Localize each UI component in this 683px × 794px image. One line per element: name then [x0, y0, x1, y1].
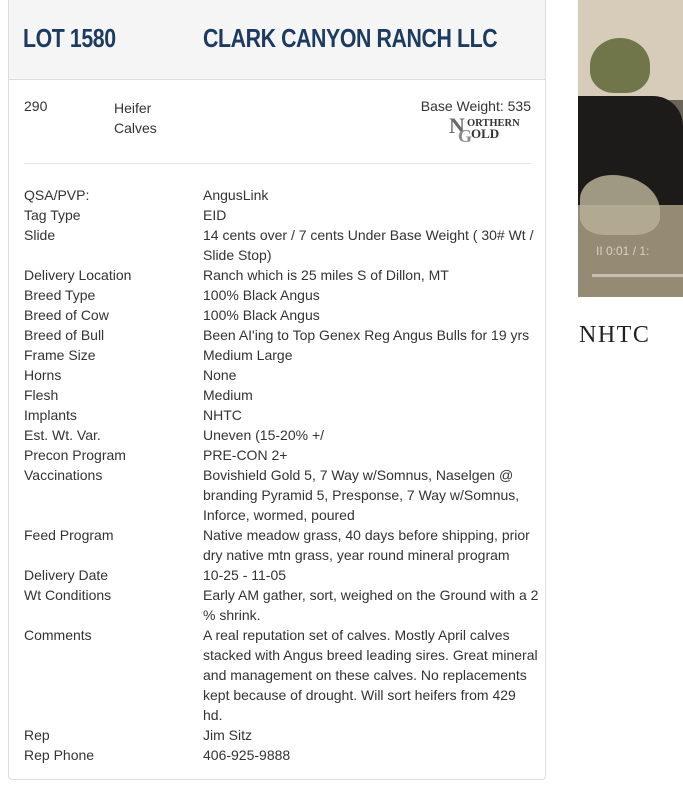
video-time-display[interactable]: II 0:01 / 1:	[596, 244, 650, 258]
detail-label: Horns	[24, 367, 62, 383]
video-progress-bar[interactable]	[592, 274, 683, 277]
detail-value: None	[203, 367, 237, 383]
consignor-name: CLARK CANYON RANCH LLC	[203, 23, 498, 53]
detail-value: Medium Large	[203, 347, 293, 363]
detail-label: Comments	[24, 627, 92, 643]
detail-label: Implants	[24, 407, 77, 423]
detail-label: Rep Phone	[24, 747, 95, 763]
detail-value: Uneven (15-20% +/	[203, 427, 325, 443]
detail-value: PRE-CON 2+	[203, 447, 288, 463]
implant-label: NHTC	[579, 322, 651, 348]
detail-value: 100% Black Angus	[203, 287, 320, 303]
detail-label: Breed Type	[24, 287, 96, 303]
detail-value: Medium	[203, 387, 253, 403]
detail-row	[24, 325, 539, 345]
detail-row	[24, 225, 539, 265]
base-weight: Base Weight: 535	[420, 98, 531, 114]
detail-label: QSA/PVP:	[24, 187, 90, 203]
detail-label: Breed of Bull	[24, 327, 105, 343]
detail-label: Precon Program	[24, 447, 126, 463]
detail-value: Ranch which is 25 miles S of Dillon, MT	[203, 267, 449, 283]
svg-text:ORTHERN: ORTHERN	[467, 118, 520, 129]
detail-label: Delivery Location	[24, 267, 132, 283]
detail-label: Rep	[24, 727, 50, 743]
lot-video[interactable]	[578, 0, 683, 297]
detail-value: 14 cents over / 7 cents Under Base Weight ( 30# Wt / Slide Stop)	[203, 227, 534, 263]
detail-row	[24, 285, 539, 305]
detail-label: Tag Type	[24, 207, 81, 223]
detail-row	[24, 725, 539, 745]
detail-label: Delivery Date	[24, 567, 109, 583]
detail-row	[24, 385, 539, 405]
detail-value: A real reputation set of calves. Mostly April calves stacked with Angus breed leading sires. Great mineral and management on these calves. No replacements kept because of drought. Will sort heifers from 429 hd.	[203, 627, 538, 723]
detail-value: Been AI'ing to Top Genex Reg Angus Bulls for 19 yrs	[203, 327, 530, 343]
svg-text:G: G	[458, 126, 473, 143]
detail-row	[24, 405, 539, 425]
lot-details	[24, 185, 539, 765]
detail-label: Est. Wt. Var.	[24, 427, 101, 443]
lot-header	[9, 0, 545, 80]
detail-value: Early AM gather, sort, weighed on the Ground with a 2 % shrink.	[203, 587, 539, 623]
detail-value: 100% Black Angus	[203, 307, 320, 323]
video-frame-tree	[590, 38, 650, 93]
detail-value: AngusLink	[203, 187, 269, 203]
detail-label: Vaccinations	[24, 467, 103, 483]
detail-row	[24, 625, 539, 725]
detail-row	[24, 445, 539, 465]
detail-row	[24, 745, 539, 765]
detail-value: 406-925-9888	[203, 747, 291, 763]
detail-row	[24, 265, 539, 285]
detail-value: Jim Sitz	[203, 727, 252, 743]
section-divider	[24, 163, 531, 164]
detail-value: EID	[203, 207, 227, 223]
detail-value: Bovishield Gold 5, 7 Way w/Somnus, Naselgen @ branding Pyramid 5, Presponse, 7 Way w/Somnus, Inforce, wormed, poured	[203, 467, 520, 523]
detail-label: Slide	[24, 227, 56, 243]
detail-row	[24, 185, 539, 205]
detail-row	[24, 525, 539, 565]
detail-value: NHTC	[203, 407, 242, 423]
detail-row	[24, 205, 539, 225]
svg-text:N: N	[449, 113, 465, 138]
detail-row	[24, 345, 539, 365]
detail-row	[24, 465, 539, 525]
detail-value: Native meadow grass, 40 days before shipping, prior dry native mtn grass, year round mineral program	[203, 527, 530, 563]
detail-label: Feed Program	[24, 527, 114, 543]
detail-row	[24, 585, 539, 625]
lot-card	[8, 0, 546, 780]
detail-label: Breed of Cow	[24, 307, 109, 323]
detail-row	[24, 565, 539, 585]
svg-text:OLD: OLD	[471, 126, 500, 141]
detail-value: 10-25 - 11-05	[203, 567, 287, 583]
detail-label: Flesh	[24, 387, 59, 403]
cattle-kind: Heifer Calves	[114, 100, 157, 136]
head-count: 290	[24, 98, 48, 114]
northern-gold-logo	[448, 113, 530, 143]
detail-label: Wt Conditions	[24, 587, 112, 603]
detail-row	[24, 425, 539, 445]
lot-number: LOT 1580	[23, 23, 116, 53]
detail-row	[24, 365, 539, 385]
detail-label: Frame Size	[24, 347, 96, 363]
detail-row	[24, 305, 539, 325]
